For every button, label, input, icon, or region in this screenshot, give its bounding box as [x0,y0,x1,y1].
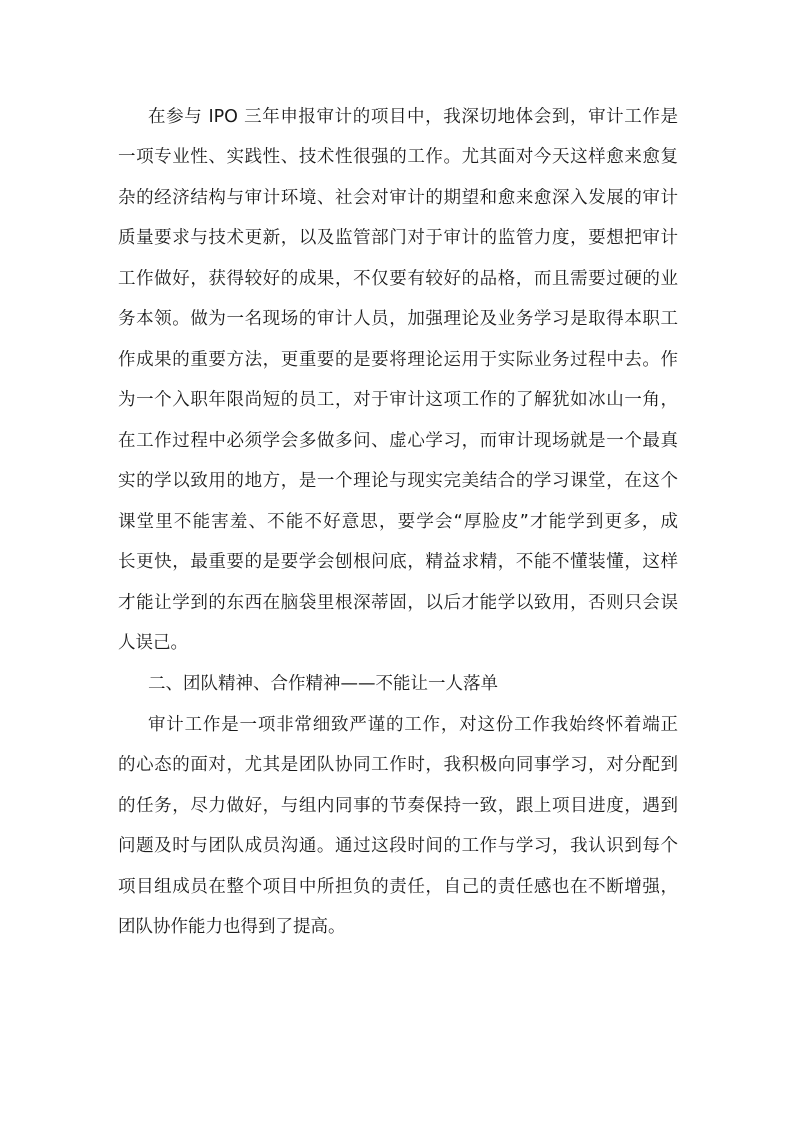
paragraph-3-line-1: 审计工作是一项非常细致严谨的工作，对这份工作我始终怀着端正 [148,715,678,735]
paragraph-3-line-4: 问题及时与团队成员沟通。通过这段时间的工作与学习，我认识到每个 [118,836,678,856]
paragraph-1-line-2: 一项专业性、实践性、技术性很强的工作。尤其面对今天这样愈来愈复 [118,147,678,167]
paragraph-1-line-13: 才能让学到的东西在脑袋里根深蒂固，以后才能学以致用，否则只会误 [118,593,678,613]
paragraph-3-line-6: 团队协作能力也得到了提高。 [118,917,346,937]
paragraph-1-line-11: 课堂里不能害羞、不能不好意思，要学会“厚脸皮”才能学到更多，成 [118,512,678,532]
paragraph-3-line-3: 的任务，尽力做好，与组内同事的节奏保持一致，跟上项目进度，遇到 [118,796,678,816]
paragraph-1-line-7: 作成果的重要方法，更重要的是要将理论运用于实际业务过程中去。作 [118,350,678,370]
paragraph-1-line-6: 务本领。做为一名现场的审计人员，加强理论及业务学习是取得本职工 [118,309,678,329]
paragraph-1-line-14: 人误己。 [118,633,188,653]
paragraph-1-line-12: 长更快，最重要的是要学会刨根问底，精益求精，不能不懂装懂，这样 [118,552,678,572]
paragraph-1-line-8: 为一个入职年限尚短的员工，对于审计这项工作的了解犹如冰山一角， [118,390,678,410]
paragraph-3-line-5: 项目组成员在整个项目中所担负的责任，自己的责任感也在不断增强， [118,877,678,897]
paragraph-1-line-9: 在工作过程中必须学会多做多问、虚心学习，而审计现场就是一个最真 [118,431,678,451]
paragraph-1-line-5: 工作做好，获得较好的成果，不仅要有较好的品格，而且需要过硬的业 [118,269,678,289]
paragraph-1-line-10: 实的学以致用的地方，是一个理论与现实完美结合的学习课堂，在这个 [118,471,678,491]
section-heading: 二、团队精神、合作精神——不能让一人落单 [148,674,498,694]
paragraph-1-line-1: 在参与 IPO 三年申报审计的项目中，我深切地体会到，审计工作是 [148,107,678,127]
paragraph-1-line-3: 杂的经济结构与审计环境、社会对审计的期望和愈来愈深入发展的审计 [118,188,678,208]
paragraph-3-line-2: 的心态的面对，尤其是团队协同工作时，我积极向同事学习，对分配到 [118,755,678,775]
paragraph-1-line-4: 质量要求与技术更新，以及监管部门对于审计的监管力度，要想把审计 [118,228,678,248]
